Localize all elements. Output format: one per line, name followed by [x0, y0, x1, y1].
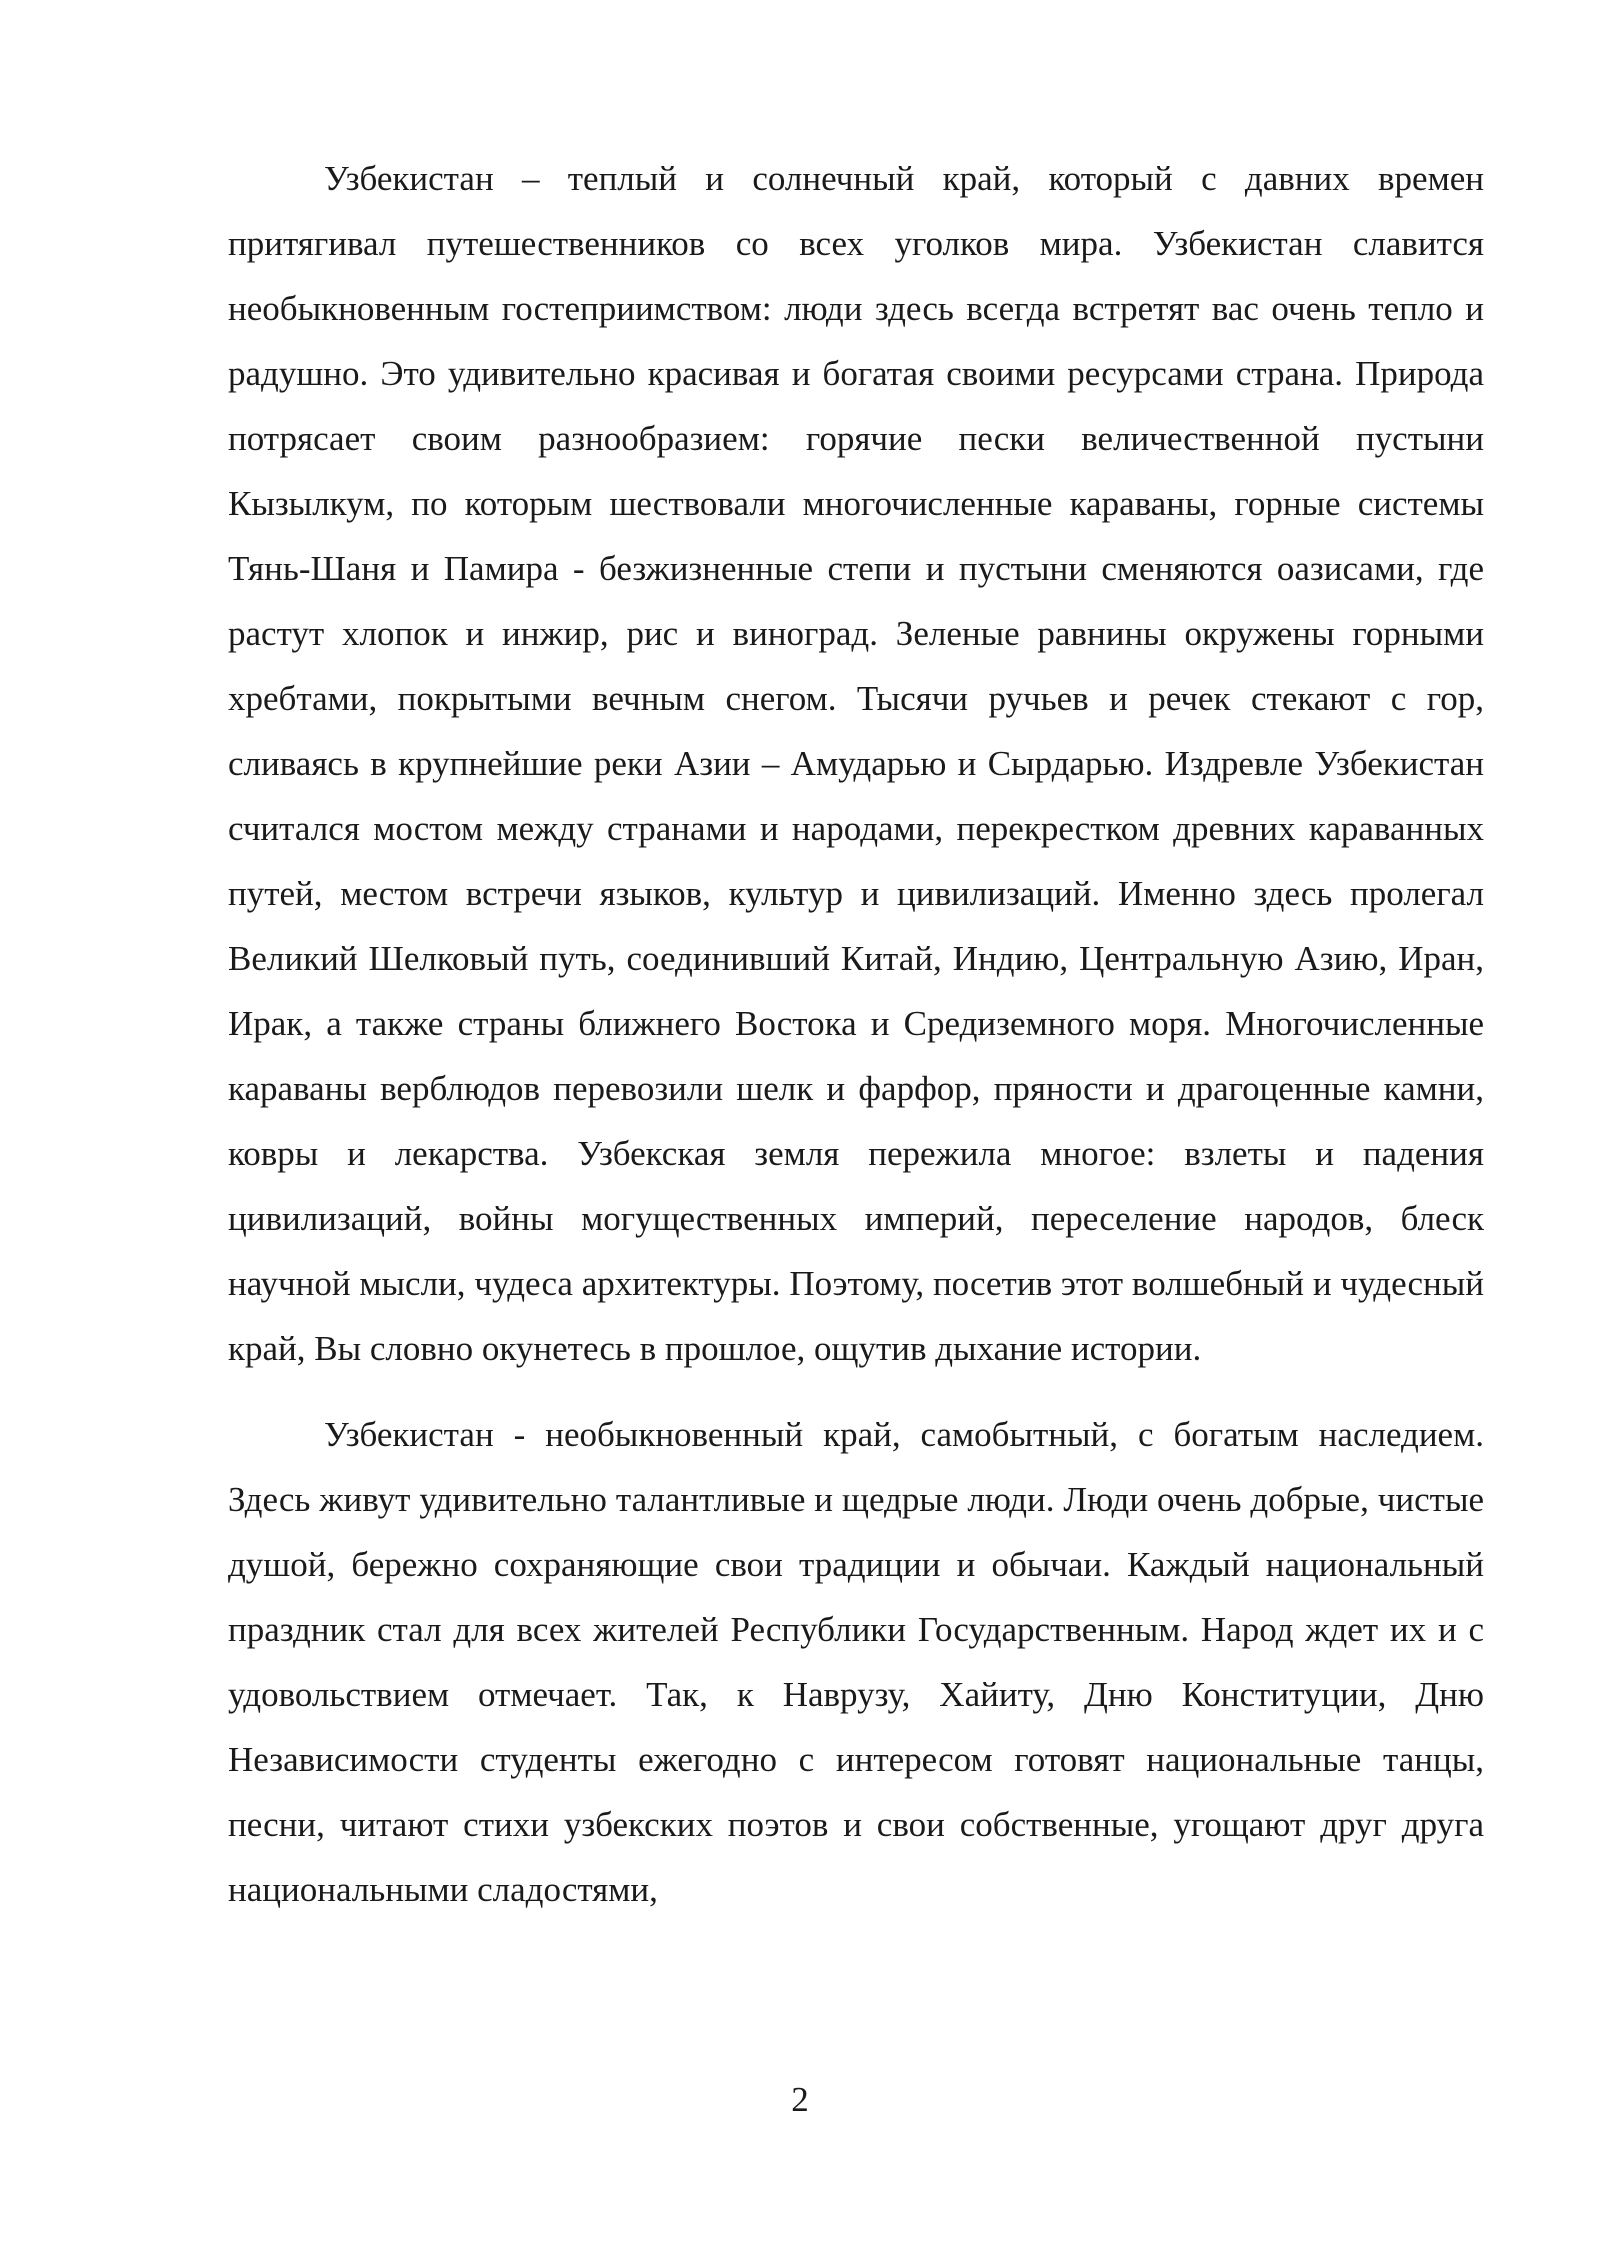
page-number: 2: [791, 2080, 809, 2119]
paragraph-1: Узбекистан – теплый и солнечный край, который с давних времен притягивал путешественников со всех уголков мира. Узбекистан славится необыкновенным гостеприимством: люди здесь всегда встретят вас очень тепло и радушно. Это удивительно красивая и богатая своими ресурсами страна. Природа потрясает своим разнообразием: горячие пески величественной пустыни Кызылкум, по которым шествовали многочисленные караваны, горные системы Тянь-Шаня и Памира - безжизненные степи и пустыни сменяются оазисами, где растут хлопок и инжир, рис и виноград. Зеленые равнины окружены горными хребтами, покрытыми вечным снегом. Тысячи ручьев и речек стекают с гор, сливаясь в крупнейшие реки Азии – Амударью и Сырдарью. Издревле Узбекистан считался мостом между странами и народами, перекрестком древних караванных путей, местом встречи языков, культур и цивилизаций. Именно здесь пролегал Великий Шелковый путь, соединивший Китай, Индию, Центральную Азию, Иран, Ирак, а также страны ближнего Востока и Средиземного моря. Многочисленные караваны верблюдов перевозили шелк и фарфор, пряности и драгоценные камни, ковры и лекарства. Узбекская земля пережила многое: взлеты и падения цивилизаций, войны могущественных империй, переселение народов, блеск научной мысли, чудеса архитектуры. Поэтому, посетив этот волшебный и чудесный край, Вы словно окунетесь в прошлое, ощутив дыхание истории.: [228, 159, 1484, 1368]
body-text: [228, 146, 1484, 1943]
paragraph-2: Узбекистан - необыкновенный край, самобытный, с богатым наследием. Здесь живут удивительно талантливые и щедрые люди. Люди очень добрые, чистые душой, бережно сохраняющие свои традиции и обычаи. Каждый национальный праздник стал для всех жителей Республики Государственным. Народ ждет их и с удовольствием отмечает. Так, к Наврузу, Хайиту, Дню Конституции, Дню Независимости студенты ежегодно с интересом готовят национальные танцы, песни, читают стихи узбекских поэтов и свои собственные, угощают друг друга национальными сладостями,: [228, 1415, 1484, 1909]
